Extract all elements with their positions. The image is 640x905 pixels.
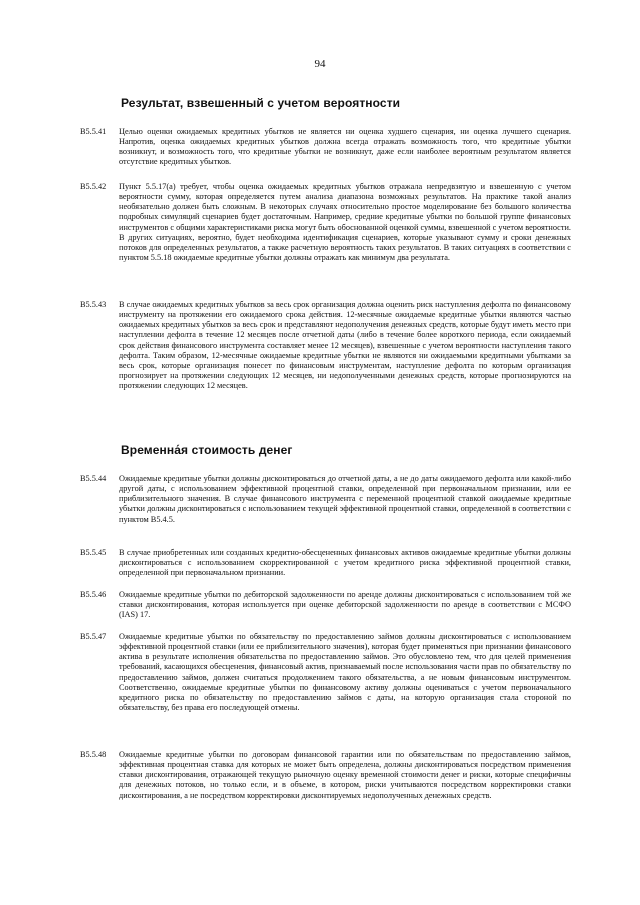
page-number: 94 xyxy=(314,58,326,70)
paragraph-text: Ожидаемые кредитные убытки по обязательству по предоставлению займов должны дисконтироваться с использованием эффективной процентной ставки (или ее приблизительного значения), которая будет применяться при признании финансового актива в результате исполнения обязательства по предоставлению займов. Это обусловлено тем, что для целей применения требований, касающихся обесценения, финансовый актив, признаваемый после использования части прав по обязательству по предоставлению займов, должен считаться продолжением такого обязательства, а не новым финансовым инструментом. Соответственно, ожидаемые кредитные убытки по финансовому активу должны оцениваться с учетом первоначального кредитного риска по обязательству по предоставлению займов с даты, на которую организация стала стороной по обязательству, без права его последующей отмены. xyxy=(119,632,571,713)
paragraph-text: В случае приобретенных или созданных кредитно-обесцененных финансовых активов ожидаемые кредитные убытки должны дисконтироваться с использованием скорректированной с учетом кредитного риска эффективной процентной ставки, определенной при первоначальном признании. xyxy=(119,548,571,578)
paragraph-number: B5.5.42 xyxy=(80,182,107,191)
paragraph-text: Пункт 5.5.17(а) требует, чтобы оценка ожидаемых кредитных убытков отражала непредвзятую и взвешенную с учетом вероятности сумму, которая определяется путем анализа диапазона возможных результатов. На практике такой анализ необязательно должен быть сложным. В некоторых случаях относительно простое моделирование без большого количества подробных симуляций сценариев будет достаточным. Например, средние кредитные убытки по большой группе финансовых инструментов с общими характеристиками риска могут быть обоснованной оценкой суммы, взвешенной с учетом вероятности. В других ситуациях, вероятно, будет необходима идентификация сценариев, которые указывают сумму и сроки денежных потоков для определенных результатов, а также расчетную вероятность таких результатов. В таких ситуациях в соответствии с пунктом 5.5.18 ожидаемые кредитные убытки должны отражать как минимум два результата. xyxy=(119,182,572,263)
paragraph-number: B5.5.43 xyxy=(80,300,107,309)
section-heading-time-value-of-money: Временна́я стоимость денег xyxy=(121,443,293,457)
paragraph-text: Ожидаемые кредитные убытки по договорам финансовой гарантии или по обязательствам по предоставлению займов, эффективная процентная ставка для которых не может быть определена, должны дисконтироваться посредством применения ставки дисконтирования, отражающей текущую рыночную оценку временной стоимости денег и риски, которые специфичны для денежных потоков, но только если, и в объеме, в котором, риски учитываются посредством корректировки ставки дисконтирования, а не посредством корректировки дисконтируемых недополученных денежных средств. xyxy=(119,750,571,800)
paragraph-text: Ожидаемые кредитные убытки по дебиторской задолженности по аренде должны дисконтироваться с использованием той же ставки дисконтирования, которая используется при оценке дебиторской задолженности по аренде в соответствии с МСФО (IAS) 17. xyxy=(119,590,571,620)
paragraph-text: Ожидаемые кредитные убытки должны дисконтироваться до отчетной даты, а не до даты ожидаемого дефолта или какой-либо другой даты, с использованием эффективной процентной ставки, определенной при первоначальном признании, или ее приблизительного значения. В случае финансового инструмента с переменной процентной ставкой ожидаемые кредитные убытки должны дисконтироваться с использованием текущей эффективной процентной ставки, определенной в соответствии с пунктом B5.4.5. xyxy=(119,474,571,524)
paragraph-number: B5.5.46 xyxy=(80,590,107,599)
paragraph-number: B5.5.47 xyxy=(80,632,107,641)
paragraph-text: Целью оценки ожидаемых кредитных убытков не является ни оценка худшего сценария, ни оценка лучшего сценария. Напротив, оценка ожидаемых кредитных убытков должна всегда отражать возможность того, что кредитные убытки возникнут, и возможность того, что кредитные убытки не возникнут, даже если наиболее вероятным результатом является отсутствие кредитных убытков. xyxy=(119,127,571,167)
paragraph-number: B5.5.48 xyxy=(80,750,107,759)
paragraph-number: B5.5.41 xyxy=(80,127,107,136)
paragraph-number: B5.5.44 xyxy=(80,474,107,483)
section-heading-probability-weighted: Результат, взвешенный с учетом вероятности xyxy=(121,96,401,110)
paragraph-text: В случае ожидаемых кредитных убытков за весь срок организация должна оценить риск наступления дефолта по финансовому инструменту на протяжении его ожидаемого срока действия. 12-месячные ожидаемые кредитные убытки являются частью ожидаемых кредитных убытков за весь срок и представляют недополучения денежных средств, которые будут иметь место при наступлении дефолта в течение 12 месяцев после отчетной даты (либо в течение более короткого периода, если ожидаемый срок действия финансового инструмента составляет менее 12 месяцев), взвешенные с учетом вероятности наступления такого дефолта. Таким образом, 12-месячные ожидаемые кредитные убытки не являются ни ожидаемыми кредитными убытками за весь срок, которые организация понесет по финансовым инструментам, наступление дефолта по которым организация прогнозирует на протяжении следующих 12 месяцев, ни недополученными денежных средств, которые прогнозируются на протяжении следующих 12 месяцев. xyxy=(119,300,571,391)
paragraph-number: B5.5.45 xyxy=(80,548,107,557)
